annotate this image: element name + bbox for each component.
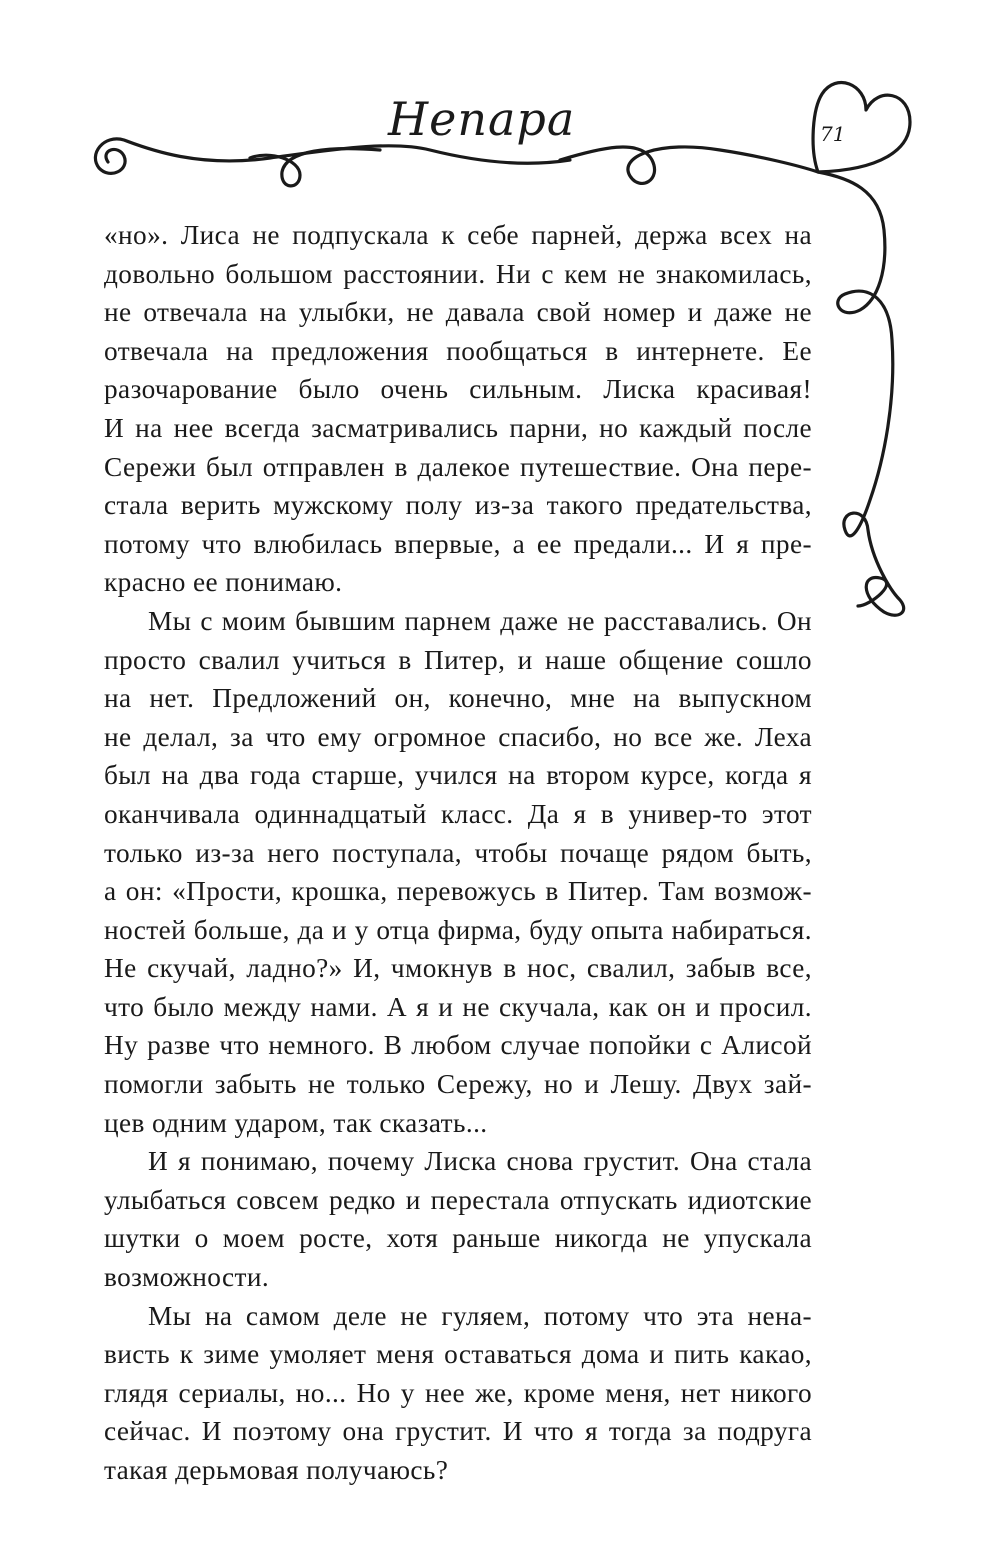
paragraph xyxy=(104,1142,812,1296)
body-text xyxy=(104,216,812,1490)
text-line: не отвечала на улыбки, не давала свой номер и даже не xyxy=(104,297,812,328)
text-line: улыбаться совсем редко и перестала отпускать идиотские xyxy=(104,1184,812,1215)
running-head-title: Непара xyxy=(388,92,576,146)
paragraph xyxy=(104,602,812,1142)
text-line: не делал, за что ему огромное спасибо, но все же. Леха xyxy=(104,721,812,752)
text-line: Ну разве что немного. В любом случае попойки с Алисой xyxy=(104,1030,812,1061)
text-line: только из-за него поступала, чтобы почаще рядом быть, xyxy=(104,837,812,868)
text-line: Сережи был отправлен в далекое путешествие. Она пере- xyxy=(104,451,812,482)
text-line: красно ее понимаю. xyxy=(104,567,343,598)
text-line: разочарование было очень сильным. Лиска красивая! xyxy=(104,374,812,405)
text-line: возможности. xyxy=(104,1262,270,1293)
text-line: на нет. Предложений он, конечно, мне на выпускном xyxy=(104,683,812,714)
paragraph xyxy=(104,1297,812,1490)
text-line: стала верить мужскому полу из-за такого предательства, xyxy=(104,490,812,521)
text-line: цев одним ударом, так сказать... xyxy=(104,1107,488,1138)
page-number: 71 xyxy=(820,122,846,146)
text-line: глядя сериалы, но... Но у нее же, кроме меня, нет никого xyxy=(104,1377,812,1408)
text-line: просто свалил учиться в Питер, и наше общение сошло xyxy=(104,644,812,675)
text-line: шутки о моем росте, хотя раньше никогда не упускала xyxy=(104,1223,812,1254)
text-line: потому что влюбилась впервые, а ее предали... И я пре- xyxy=(104,528,812,559)
text-line: Не скучай, ладно?» И, чмокнув в нос, свалил, забыв все, xyxy=(104,953,812,984)
text-line: Мы на самом деле не гуляем, потому что эта нена- xyxy=(148,1300,812,1331)
text-line: такая дерьмовая получаюсь? xyxy=(104,1455,449,1485)
text-line: что было между нами. А я и не скучала, как он и просил. xyxy=(104,991,812,1022)
text-line: довольно большом расстоянии. Ни с кем не знакомилась, xyxy=(104,258,812,289)
text-line: был на два года старше, учился на втором курсе, когда я xyxy=(104,760,812,791)
text-line: висть к зиме умоляет меня оставаться дома и пить какао, xyxy=(104,1339,812,1370)
text-line: оканчивала одиннадцатый класс. Да я в универ-то этот xyxy=(104,798,812,829)
text-line: помогли забыть не только Сережу, но и Лешу. Двух зай- xyxy=(104,1069,812,1100)
paragraph xyxy=(104,216,812,602)
text-line: сейчас. И поэтому она грустит. И что я тогда за подруга xyxy=(104,1416,812,1447)
text-line: И на нее всегда засматривались парни, но каждый после xyxy=(104,412,812,443)
text-line: отвечала на предложения пообщаться в интернете. Ее xyxy=(104,335,812,366)
text-line: И я понимаю, почему Лиска снова грустит. Она стала xyxy=(148,1146,812,1177)
text-line: Мы с моим бывшим парнем даже не расставались. Он xyxy=(148,605,812,636)
text-line: «но». Лиса не подпускала к себе парней, держа всех на xyxy=(104,220,812,250)
text-line: а он: «Прости, крошка, перевожусь в Питер. Там возмож- xyxy=(104,876,812,907)
text-line: ностей больше, да и у отца фирма, буду опыта набираться. xyxy=(104,914,812,945)
